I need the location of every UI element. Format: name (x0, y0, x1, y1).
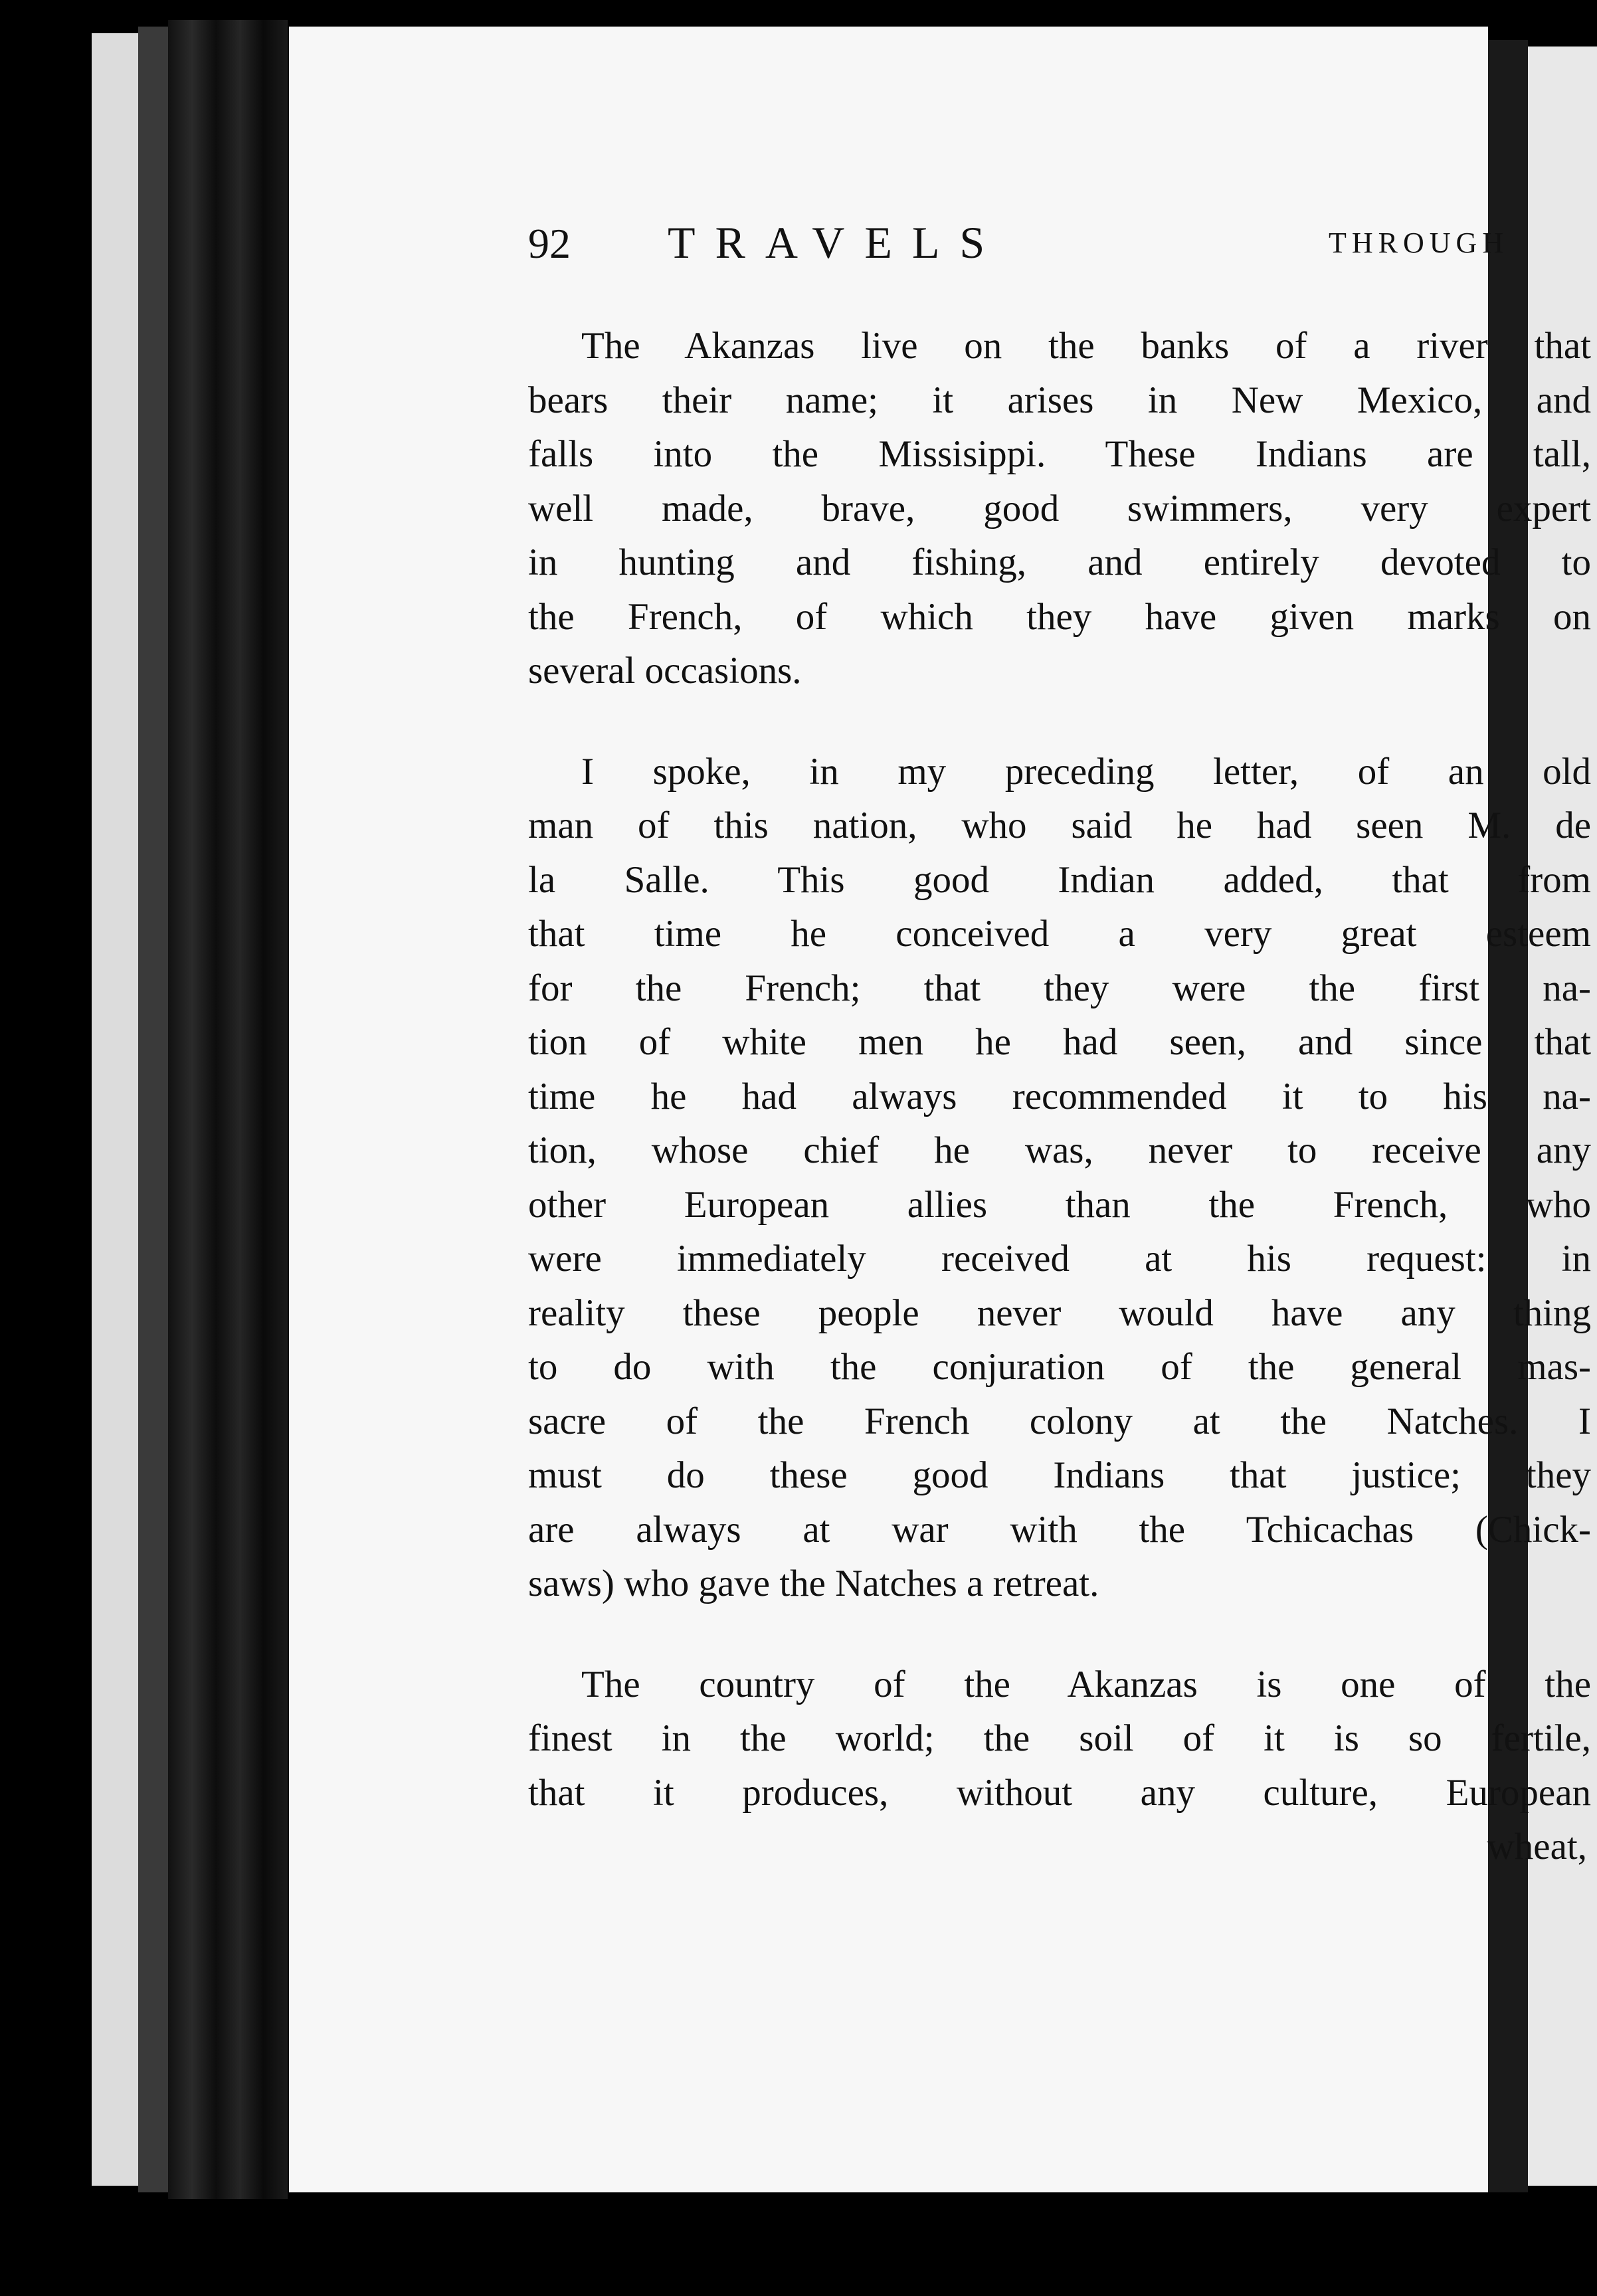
text-line: reality these people never would have any thing (528, 1292, 1591, 1334)
text-line: are always at war with the Tchicachas (Chick- (528, 1508, 1591, 1551)
text-line: well made, brave, good swimmers, very expert (528, 487, 1591, 529)
page-number: 92 (528, 220, 571, 267)
text-line: I spoke, in my preceding letter, of an old (581, 750, 1591, 793)
binding-shadow (138, 27, 168, 2192)
running-head: THROUGH (1329, 227, 1509, 259)
text-line: that time he conceived a very great esteem (528, 913, 1591, 955)
paragraph-1 (528, 319, 1591, 698)
text-line: la Salle. This good Indian added, that from (528, 858, 1591, 901)
text-line: were immediately received at his request: in (528, 1238, 1591, 1280)
text-line: to do with the conjuration of the general mas- (528, 1346, 1591, 1388)
text-line: for the French; that they were the first na- (528, 967, 1591, 1009)
text-line: time he had always recommended it to his na- (528, 1075, 1591, 1117)
page-header (528, 219, 1591, 299)
text-line: in hunting and fishing, and entirely devoted to (528, 541, 1591, 583)
text-line: saws) who gave the Natches a retreat. (528, 1563, 1099, 1604)
text-line: tion, whose chief he was, never to receive any (528, 1129, 1591, 1171)
text-line: The country of the Akanzas is one of the (581, 1663, 1591, 1705)
text-line: must do these good Indians that justice; they (528, 1454, 1591, 1496)
text-line: tion of white men he had seen, and since that (528, 1021, 1591, 1063)
text-line: the French, of which they have given marks on (528, 595, 1591, 638)
text-line: finest in the world; the soil of it is so fertile, (528, 1717, 1591, 1759)
text-line: several occasions. (528, 650, 802, 692)
text-line: other European allies than the French, who (528, 1183, 1591, 1226)
text-line: The Akanzas live on the banks of a river that (581, 325, 1591, 367)
text-line: falls into the Missisippi. These Indians are tall, (528, 433, 1591, 475)
page-edges (92, 33, 138, 2186)
text-line: sacre of the French colony at the Natches. I (528, 1400, 1591, 1442)
paragraph-2 (528, 745, 1591, 1611)
paragraph-3 (528, 1658, 1591, 1820)
text-line: that it produces, without any culture, European (528, 1771, 1591, 1814)
catchword: wheat, (1487, 1826, 1587, 1867)
text-line: bears their name; it arises in New Mexico, and (528, 379, 1591, 421)
text-line: man of this nation, who said he had seen M. de (528, 805, 1591, 846)
book-page (289, 27, 1591, 2192)
book-spine (168, 20, 288, 2199)
body-text (528, 319, 1591, 1874)
running-title: TRAVELS (668, 217, 1005, 268)
